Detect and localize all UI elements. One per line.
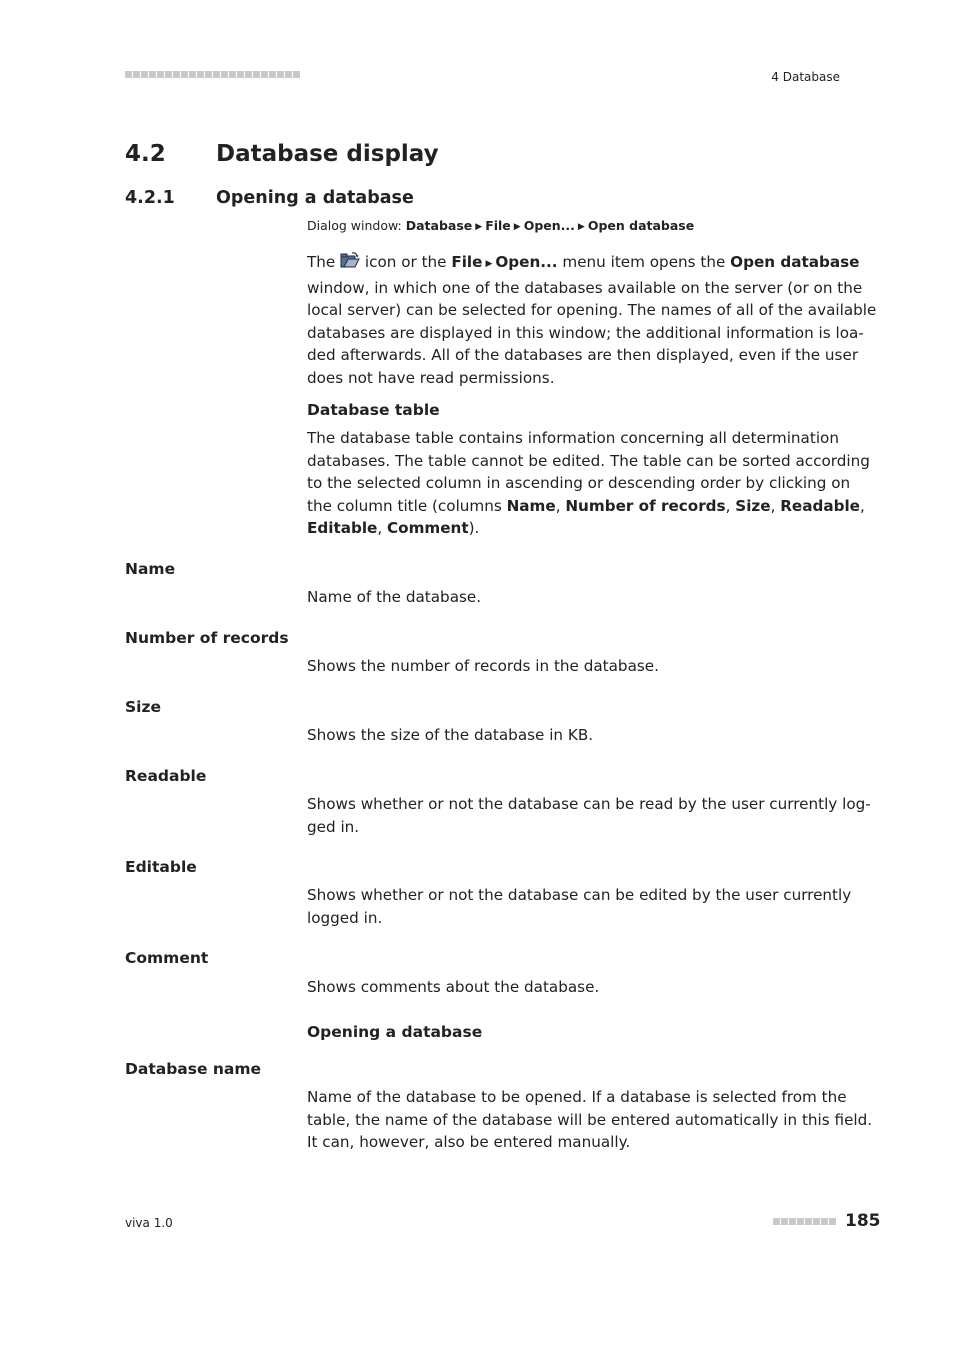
desc-line: Name of the database.: [307, 588, 482, 606]
comma: ,: [555, 496, 561, 515]
intro-line: local server) can be selected for opening. The names of all of the available: [307, 301, 877, 319]
column-size-ref: Size: [735, 496, 771, 515]
intro-line: does not have read permissions.: [307, 368, 555, 387]
section-title: Database display: [216, 141, 439, 167]
dialog-prefix: Dialog window:: [307, 218, 402, 233]
term-comment: Comment: [125, 949, 209, 967]
desc-line: Name of the database to be opened. If a database is selected from the: [307, 1088, 847, 1106]
opening-database-heading: Opening a database: [307, 1023, 483, 1041]
desc-size: [307, 724, 840, 747]
database-table-paragraph: [307, 427, 870, 540]
desc-line: Shows the number of records in the database.: [307, 657, 659, 675]
comma: ,: [377, 519, 383, 537]
column-comment-ref: Comment: [387, 519, 469, 537]
desc-number-of-records: [307, 655, 840, 678]
table-desc-line: The database table contains information concerning all determination: [307, 429, 839, 447]
intro-text: menu item opens the: [562, 253, 726, 271]
section-heading: [125, 141, 439, 167]
term-editable: Editable: [125, 858, 197, 876]
column-records-ref: Number of records: [565, 496, 726, 515]
desc-line: Shows the size of the database in KB.: [307, 726, 594, 744]
triangle-icon: ▶: [485, 259, 493, 269]
column-name-ref: Name: [506, 496, 556, 515]
intro-text: The: [307, 253, 336, 271]
menu-file-label: File: [451, 253, 483, 271]
intro-text: icon or the: [364, 253, 447, 271]
table-desc-text: the column title (columns: [307, 496, 502, 515]
desc-editable: [307, 884, 852, 929]
term-size: Size: [125, 698, 162, 716]
desc-line: It can, however, also be entered manually.: [307, 1133, 631, 1151]
subsection-title: Opening a database: [216, 188, 414, 208]
footer-decoration: [773, 1218, 836, 1225]
subsection-number: 4.2.1: [125, 188, 175, 208]
header-decoration: [125, 71, 300, 78]
paren-end: ).: [468, 519, 480, 537]
page-number: 185: [845, 1211, 881, 1231]
table-desc-line: databases. The table cannot be edited. The table can be sorted according: [307, 451, 870, 470]
intro-paragraph: [307, 251, 877, 389]
term-readable: Readable: [125, 767, 207, 785]
desc-line: table, the name of the database will be entered automatically in this field.: [307, 1110, 873, 1129]
section-number: 4.2: [125, 141, 166, 167]
subsection-heading: [125, 188, 414, 208]
desc-database-name: [307, 1086, 873, 1154]
dialog-path-item: Open...: [523, 218, 575, 233]
desc-line: Shows whether or not the database can be edited by the user currently: [307, 886, 852, 904]
desc-line: ged in.: [307, 817, 360, 836]
comma: ,: [770, 496, 776, 515]
dialog-path-item: Open database: [587, 218, 695, 233]
database-table-heading: Database table: [307, 401, 440, 419]
desc-comment: [307, 976, 840, 999]
comma: ,: [725, 496, 731, 515]
folder-open-icon: [340, 251, 360, 269]
comma: ,: [859, 496, 865, 515]
menu-open-label: Open...: [495, 253, 558, 271]
triangle-icon: ▶: [577, 222, 585, 232]
dialog-path: [307, 218, 694, 233]
desc-line: Shows whether or not the database can be read by the user currently log-: [307, 795, 871, 813]
desc-line: logged in.: [307, 908, 383, 927]
desc-line: Shows comments about the database.: [307, 978, 600, 996]
intro-line: window, in which one of the databases available on the server (or on the: [307, 278, 863, 297]
column-readable-ref: Readable: [780, 496, 860, 515]
desc-name: [307, 586, 840, 609]
intro-line: ded afterwards. All of the databases are then displayed, even if the user: [307, 346, 859, 364]
dialog-path-item: Database: [405, 218, 473, 233]
column-editable-ref: Editable: [307, 519, 378, 537]
table-desc-line: to the selected column in ascending or descending order by clicking on: [307, 474, 851, 492]
dialog-path-item: File: [485, 218, 511, 233]
term-database-name: Database name: [125, 1060, 262, 1078]
term-number-of-records: Number of records: [125, 629, 289, 647]
term-name: Name: [125, 560, 176, 578]
window-name-label: Open database: [730, 253, 860, 271]
desc-readable: [307, 793, 871, 838]
triangle-icon: ▶: [513, 222, 521, 232]
intro-line: databases are displayed in this window; the additional information is loa-: [307, 323, 864, 342]
triangle-icon: ▶: [475, 222, 483, 232]
running-header: 4 Database: [771, 70, 840, 84]
footer-product: viva 1.0: [125, 1216, 173, 1230]
